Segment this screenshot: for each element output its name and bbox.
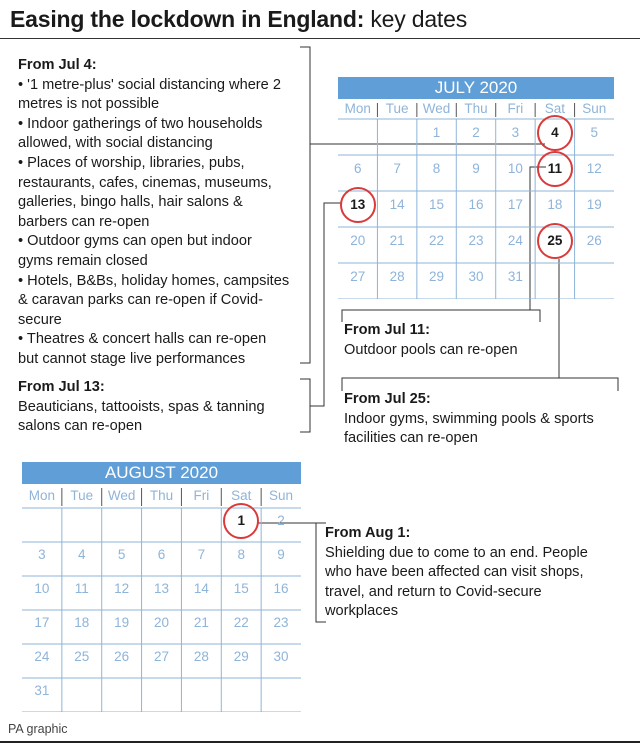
jul4-item: • Theatres & concert halls can re-open but cannot stage live performances: [18, 331, 267, 367]
july-highlight-circle: [537, 115, 573, 151]
july-date-cell: 27: [350, 269, 366, 284]
august-date-cell: 4: [78, 547, 86, 562]
july-date-cell: 15: [429, 197, 445, 212]
july-date-cell: 10: [507, 161, 523, 176]
july-date-cell: 5: [590, 125, 599, 140]
july-date-cell: 4: [551, 125, 559, 140]
august-date-cell: 21: [193, 615, 209, 630]
august-day-header-mon: Mon: [28, 488, 56, 503]
july-date-cell: 3: [511, 125, 520, 140]
august-date-cell: 8: [237, 547, 245, 562]
july-date-cell: 16: [468, 197, 484, 212]
august-date-cell: 10: [34, 581, 50, 596]
jul4-heading: From Jul 4:: [18, 57, 97, 73]
july-calendar-title: JULY 2020: [338, 77, 614, 99]
august-date-cell: 28: [193, 649, 209, 664]
aug1-text: Shielding due to come to an end. People who have been affected can visit shops, travel, and return to Covid-secure workplaces: [325, 544, 588, 620]
august-date-cell: 19: [114, 615, 130, 630]
july-date-cell: 22: [429, 233, 445, 248]
august-day-header-tue: Tue: [70, 488, 94, 503]
august-date-cell: 31: [34, 683, 50, 698]
july-calendar: [338, 77, 614, 284]
july-date-cell: 25: [547, 233, 563, 248]
august-date-cell: 7: [197, 547, 206, 562]
jul25-block: [344, 390, 629, 449]
august-date-cell: 23: [273, 615, 289, 630]
july-day-header-tue: Tue: [385, 101, 409, 116]
july-date-cell: 13: [350, 197, 366, 212]
july-date-cell: 14: [389, 197, 405, 212]
august-day-header-fri: Fri: [193, 488, 210, 503]
july-date-cell: 7: [393, 161, 401, 176]
august-date-cell: 1: [237, 513, 245, 528]
jul13-block: [18, 378, 288, 437]
jul13-bracket: [300, 379, 310, 432]
august-date-cell: 3: [38, 547, 46, 562]
july-date-cell: 12: [586, 161, 602, 176]
july-date-cell: 11: [547, 161, 562, 176]
august-day-header-thu: Thu: [149, 488, 174, 503]
july-date-cell: 29: [429, 269, 445, 284]
august-date-cell: 5: [117, 547, 126, 562]
july-date-cell: 30: [468, 269, 484, 284]
jul11-block: [344, 321, 614, 360]
july-date-cell: 28: [389, 269, 405, 284]
august-calendar: [22, 462, 301, 701]
august-day-header-sun: Sun: [269, 488, 294, 503]
july-highlight-circle: [340, 187, 376, 223]
august-day-header-wed: Wed: [107, 488, 136, 503]
august-date-cell: 26: [114, 649, 130, 664]
august-day-header-sat: Sat: [231, 488, 252, 503]
august-date-cell: 16: [273, 581, 289, 596]
july-day-header-sat: Sat: [544, 101, 565, 116]
july-date-cell: 20: [350, 233, 366, 248]
august-date-cell: 30: [273, 649, 289, 664]
july-date-cell: 2: [472, 125, 480, 140]
july-date-cell: 9: [472, 161, 480, 176]
jul4-item: • Places of worship, libraries, pubs, restaurants, cafes, cinemas, museums, galleries, bingo halls, hair salons & barbers can re-open: [18, 154, 272, 230]
august-date-cell: 20: [153, 615, 169, 630]
jul4-bracket: [300, 47, 310, 363]
august-date-cell: 17: [34, 615, 50, 630]
title-light: key dates: [370, 6, 468, 32]
july-date-cell: 24: [507, 233, 523, 248]
august-highlight-circle: [223, 503, 259, 539]
august-date-cell: 24: [34, 649, 50, 664]
august-date-cell: 11: [74, 581, 89, 596]
july-highlight-circle: [537, 223, 573, 259]
july-date-cell: 8: [432, 161, 441, 176]
july-date-cell: 19: [586, 197, 602, 212]
july-day-header-mon: Mon: [344, 101, 371, 116]
july-day-header-wed: Wed: [422, 101, 451, 116]
august-date-cell: 2: [277, 513, 285, 528]
july-day-header-sun: Sun: [582, 101, 607, 116]
july-date-cell: 1: [432, 125, 441, 140]
august-date-cell: 13: [153, 581, 169, 596]
jul25-heading: From Jul 25:: [344, 391, 431, 407]
jul11-text: Outdoor pools can re-open: [344, 341, 518, 358]
jul4-item: • Indoor gatherings of two households allowed, with social distancing: [18, 115, 263, 152]
july-highlight-circle: [537, 151, 573, 187]
july-date-cell: 31: [507, 269, 523, 284]
jul4-item: • '1 metre-plus' social distancing where 2 metres is not possible: [18, 76, 281, 113]
jul25-text: Indoor gyms, swimming pools & sports facilities can re-open: [344, 410, 594, 447]
august-date-cell: 29: [233, 649, 249, 664]
july-date-cell: 17: [507, 197, 523, 212]
august-date-cell: 25: [74, 649, 90, 664]
july-date-cell: 23: [468, 233, 484, 248]
august-date-cell: 15: [233, 581, 249, 596]
footer-credit: PA graphic: [8, 722, 68, 736]
august-date-cell: 22: [233, 615, 249, 630]
july-day-header-fri: Fri: [507, 101, 524, 116]
aug1-heading: From Aug 1:: [325, 525, 411, 541]
jul13-text: Beauticians, tattooists, spas & tanning salons can re-open: [18, 398, 265, 435]
august-date-cell: 12: [114, 581, 130, 596]
jul13-heading: From Jul 13:: [18, 379, 105, 395]
jul11-heading: From Jul 11:: [344, 322, 430, 338]
july-date-cell: 18: [547, 197, 563, 212]
jul4-block: [18, 56, 290, 370]
august-date-cell: 9: [277, 547, 285, 562]
august-calendar-title: AUGUST 2020: [22, 462, 301, 484]
july-date-cell: 21: [389, 233, 405, 248]
title-bold: Easing the lockdown in England:: [10, 6, 365, 32]
july-date-cell: 26: [586, 233, 602, 248]
jul4-item: • Outdoor gyms can open but indoor gyms remain closed: [18, 233, 252, 269]
august-date-cell: 27: [153, 649, 169, 664]
july-date-cell: 6: [353, 161, 362, 176]
august-date-cell: 6: [157, 547, 166, 562]
august-date-cell: 18: [74, 615, 90, 630]
august-date-cell: 14: [193, 581, 209, 596]
july-day-header-thu: Thu: [464, 101, 488, 116]
aug1-block: [325, 524, 610, 622]
jul4-item: • Hotels, B&Bs, holiday homes, campsites & caravan parks can re-open if Covid-secure: [18, 272, 290, 328]
